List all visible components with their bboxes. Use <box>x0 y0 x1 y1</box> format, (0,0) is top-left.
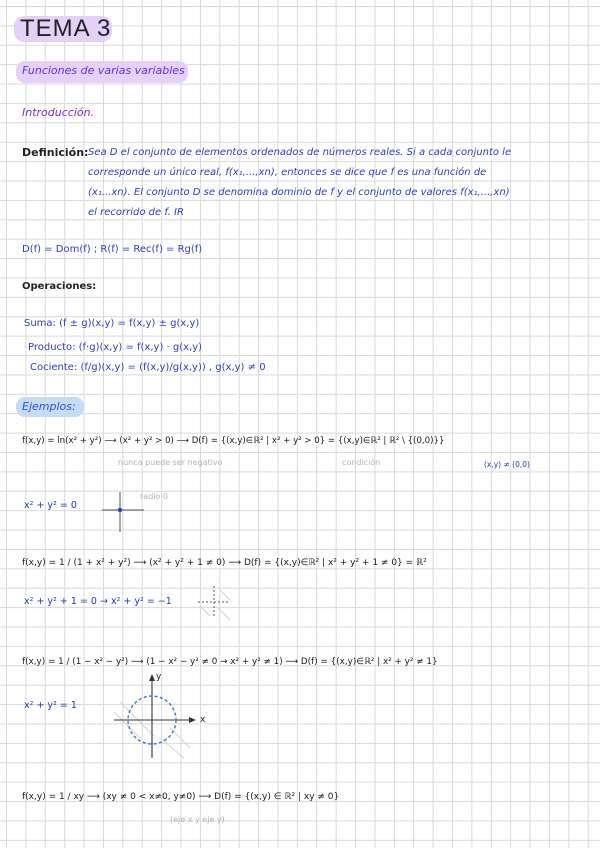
example-3-line: f(x,y) = 1 / (1 − x² − y²) ⟶ (1 − x² − y² ≠ 0 → x² + y² ≠ 1) ⟶ D(f) = {(x,y)∈ℝ² | x² + y² ≠ 1} <box>22 657 438 667</box>
definition-line-2: corresponde un único real, f(x₁,...,xn), entonces se dice que f es una función de <box>88 167 487 178</box>
empty-set-sketch <box>196 584 236 624</box>
operations-label: Operaciones: <box>22 281 97 292</box>
definition-line-4: el recorrido de f. IR <box>88 207 184 218</box>
example-2-aside: x² + y² + 1 = 0 → x² + y² = −1 <box>24 596 172 607</box>
example-3-aside: x² + y² = 1 <box>24 700 77 711</box>
axis-y-label: y <box>156 672 162 682</box>
example-1-note-condition: condición <box>342 458 381 467</box>
definition-label: Definición: <box>22 146 89 159</box>
definition-line-3: (x₁...xn). El conjunto D se denomina dominio de f y el conjunto de valores f(x₁,...,xn) <box>88 187 510 198</box>
example-4-line: f(x,y) = 1 / xy ⟶ (xy ≠ 0 < x≠0, y≠0) ⟶ D(f) = {(x,y) ∈ ℝ² | xy ≠ 0} <box>22 792 340 802</box>
unit-circle-sketch <box>110 672 200 762</box>
example-1-sketch-label: radio 0 <box>140 492 169 501</box>
example-1-line: f(x,y) = ln(x² + y²) ⟶ (x² + y² > 0) ⟶ D(f) = {(x,y)∈ℝ² | x² + y² > 0} = {(x,y)∈ℝ² | ℝ² \ {(0,0)}} <box>22 436 445 446</box>
example-2-line: f(x,y) = 1 / (1 + x² + y²) ⟶ (x² + y² + 1 ≠ 0) ⟶ D(f) = {(x,y)∈ℝ² | x² + y² + 1 ≠ 0} = ℝ² <box>22 558 427 568</box>
section-subtitle: Funciones de varias variables <box>22 64 185 77</box>
operation-product: Producto: (f·g)(x,y) = f(x,y) · g(x,y) <box>28 342 203 353</box>
examples-label: Ejemplos: <box>22 400 76 413</box>
intro-heading: Introducción. <box>22 106 95 119</box>
operation-sum: Suma: (f ± g)(x,y) = f(x,y) ± g(x,y) <box>24 318 200 329</box>
example-1-note-excluded: (x,y) ≠ (0,0) <box>484 460 530 469</box>
example-4-note: (eje x y eje y) <box>170 815 225 824</box>
example-1-note-negative: nunca puede ser negativo <box>118 458 223 467</box>
definition-line-1: Sea D el conjunto de elementos ordenados de números reales. Si a cada conjunto le <box>88 147 512 158</box>
domain-range-notation: D(f) = Dom(f) ; R(f) = Rec(f) = Rg(f) <box>22 244 203 255</box>
example-1-aside: x² + y² = 0 <box>24 500 77 511</box>
page-title: TEMA 3 <box>20 15 112 42</box>
axis-x-label: x <box>200 715 206 725</box>
operation-quotient: Cociente: (f/g)(x,y) = (f(x,y)/g(x,y)) , g(x,y) ≠ 0 <box>30 362 266 373</box>
